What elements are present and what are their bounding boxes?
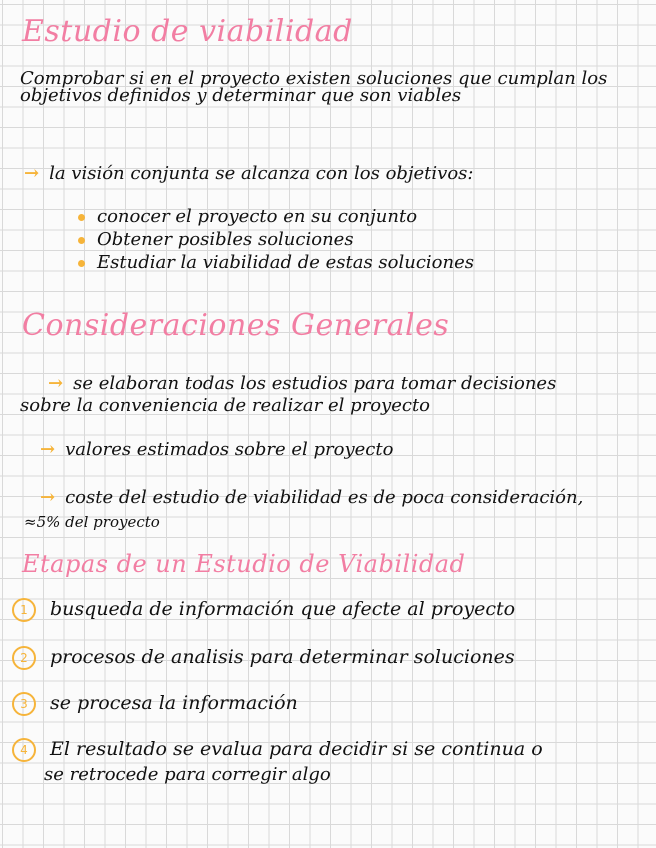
step-3: 3 se procesa la información (12, 692, 298, 716)
number-2-icon: 2 (12, 646, 36, 670)
consideration-3: → coste del estudio de viabilidad es de poca consideración, (40, 487, 584, 508)
number-4-icon: 4 (12, 738, 36, 762)
bullet-icon (78, 260, 85, 267)
arrow-icon: → (40, 439, 56, 460)
arrow-icon: → (48, 373, 64, 394)
step-4-cont: se retrocede para corregir algo (44, 764, 331, 785)
consideration-3-cont: ≈5% del proyecto (24, 513, 160, 531)
consideration-2: → valores estimados sobre el proyecto (40, 439, 394, 460)
vision-text: la visión conjunta se alcanza con los objetivos: (49, 163, 474, 184)
step-4: 4 El resultado se evalua para decidir si se continua o (12, 738, 543, 762)
heading-estudio-viabilidad: Estudio de viabilidad (22, 14, 353, 49)
list-item: Obtener posibles soluciones (78, 228, 474, 251)
bullet-icon (78, 214, 85, 221)
bullet-icon (78, 237, 85, 244)
arrow-icon: → (40, 487, 56, 508)
vision-line (24, 164, 473, 184)
intro-paragraph: Comprobar si en el proyecto existen soluciones que cumplan los objetivos definidos y determinar que son viables (20, 68, 608, 106)
number-1-icon: 1 (12, 598, 36, 622)
consideration-1: → se elaboran todas los estudios para tomar decisiones (48, 373, 557, 394)
heading-etapas: Etapas de un Estudio de Viabilidad (22, 550, 466, 578)
objectives-list (78, 205, 474, 274)
list-item: Estudiar la viabilidad de estas soluciones (78, 251, 474, 274)
consideration-1-cont: sobre la conveniencia de realizar el proyecto (20, 395, 431, 416)
list-item: conocer el proyecto en su conjunto (78, 205, 474, 228)
step-1: 1 busqueda de información que afecte al proyecto (12, 598, 515, 622)
step-2: 2 procesos de analisis para determinar soluciones (12, 646, 515, 670)
heading-consideraciones: Consideraciones Generales (22, 308, 450, 343)
arrow-icon: → (24, 163, 40, 184)
number-3-icon: 3 (12, 692, 36, 716)
